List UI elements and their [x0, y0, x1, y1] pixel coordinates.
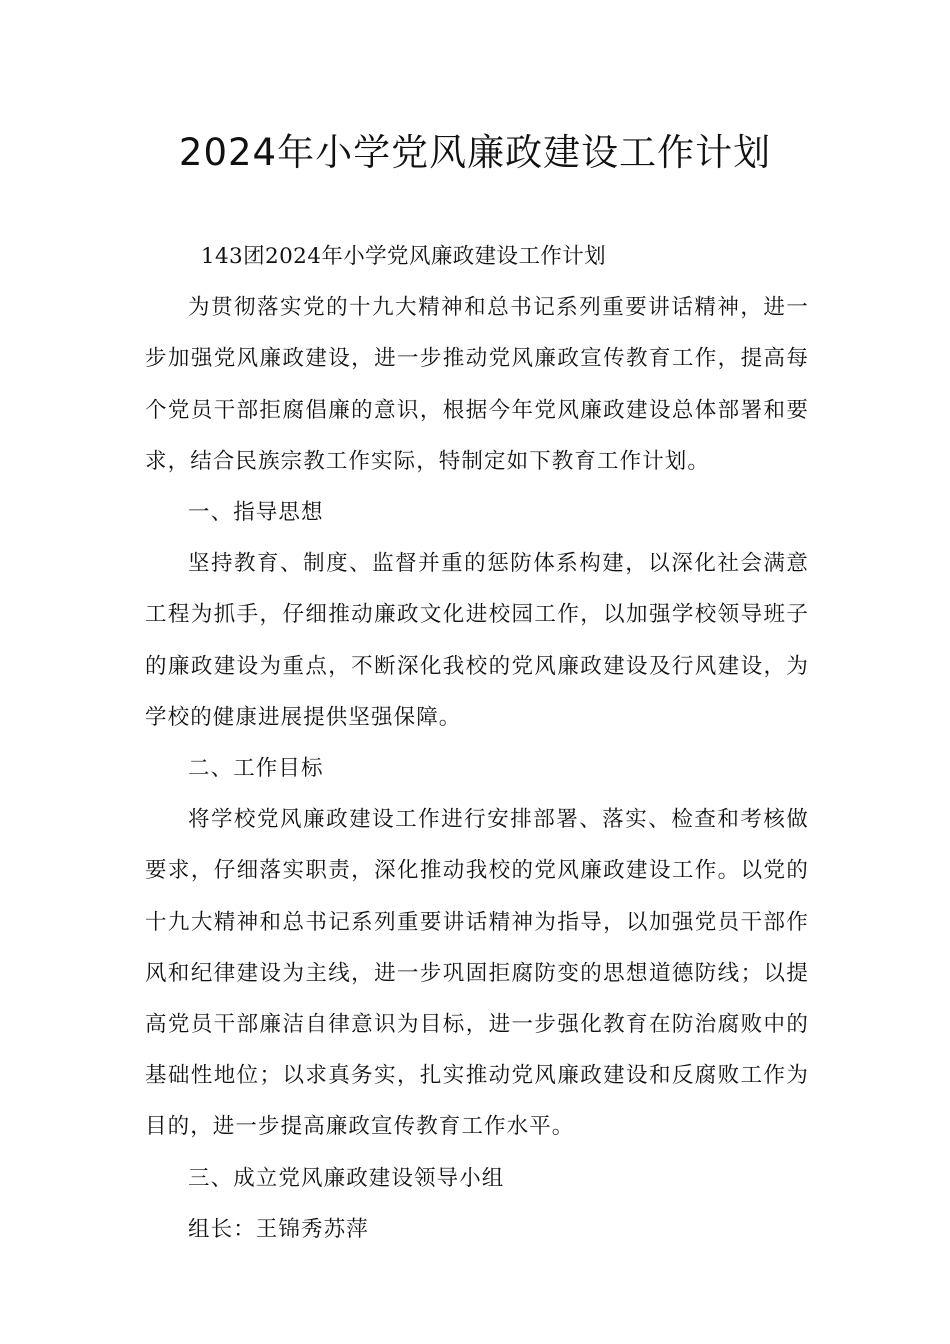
- section-heading-guiding-ideology: 一、指导思想: [188, 500, 324, 526]
- work-goals-paragraph: 将学校党风廉政建设工作进行安排部署、落实、检查和考核做要求，仔细落实职责，深化推动我校的党风廉政建设工作。以党的十九大精神和总书记系列重要讲话精神为指导，以加强党员干部作风和纪律建设为主线，进一步巩固拒腐防变的思想道德防线；以提高党员干部廉洁自律意识为目标，进一步强化教育在防治腐败中的基础性地位；以求真务实，扎实推动党风廉政建设和反腐败工作为目的，进一步提高廉政宣传教育工作水平。: [145, 807, 809, 1140]
- section-heading-work-goals: 二、工作目标: [188, 756, 324, 782]
- section-heading-leadership-group: 三、成立党风廉政建设领导小组: [188, 1165, 505, 1191]
- document-body: [145, 231, 809, 1255]
- document-title: 2024年小学党风廉政建设工作计划: [178, 131, 772, 174]
- guiding-ideology-paragraph: 坚持教育、制度、监督并重的惩防体系构建，以深化社会满意工程为抓手，仔细推动廉政文化进校园工作，以加强学校领导班子的廉政建设为重点，不断深化我校的党风廉政建设及行风建设，为学校的健康进展提供坚强保障。: [145, 551, 809, 730]
- intro-paragraph: 为贯彻落实党的十九大精神和总书记系列重要讲话精神，进一步加强党风廉政建设，进一步推动党风廉政宣传教育工作，提高每个党员干部拒腐倡廉的意识，根据今年党风廉政建设总体部署和要求，结合民族宗教工作实际，特制定如下教育工作计划。: [145, 295, 809, 474]
- document-subtitle: 143团2024年小学党风廉政建设工作计划: [200, 244, 607, 269]
- group-leader-line: 组长：王锦秀苏萍: [188, 1216, 369, 1242]
